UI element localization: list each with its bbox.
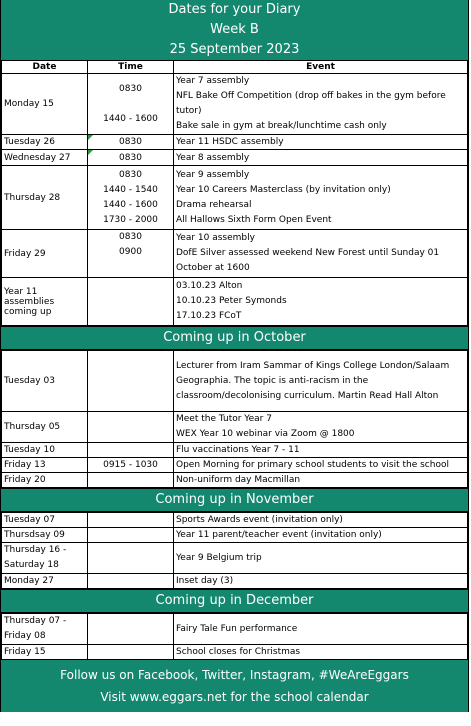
diary-title: Dates for your Diary: [168, 2, 301, 17]
row-time: 0915 - 1030: [88, 458, 174, 473]
row-date: Thursday 07 - Friday 08: [2, 614, 88, 645]
row-time: 0900: [119, 247, 142, 257]
row-date: Tuesday 03: [2, 351, 88, 412]
row-times: [88, 230, 174, 278]
week-label: Week B: [210, 22, 259, 37]
row-times: [88, 166, 174, 230]
table-row: [2, 614, 468, 645]
row-event: 17.10.23 FCoT: [176, 311, 242, 321]
row-date: Thursday 28: [2, 166, 88, 230]
november-table: [1, 512, 468, 589]
row-events: [174, 166, 468, 230]
row-event: DofE Silver assessed weekend New Forest until Sunday 01 October at 1600: [176, 248, 440, 273]
row-event: 10.10.23 Peter Symonds: [176, 296, 287, 306]
row-event: WEX Year 10 webinar via Zoom @ 1800: [176, 429, 355, 439]
row-time: 1440 - 1600: [103, 113, 158, 124]
row-event: Year 9 assembly: [176, 169, 250, 180]
table-row: [2, 150, 468, 166]
row-event: Year 10 Careers Masterclass (by invitation only): [176, 184, 391, 195]
row-events: [174, 74, 468, 135]
website-line: Visit www.eggars.net for the school calendar: [100, 690, 369, 704]
row-date: Monday 15: [2, 74, 88, 135]
column-header-time: Time: [88, 61, 174, 74]
row-time: [88, 443, 174, 458]
week-table: [1, 60, 468, 326]
row-time: 0830: [119, 83, 142, 94]
row-time: [88, 614, 174, 645]
row-date: Thursday 16 - Saturday 18: [2, 543, 88, 574]
table-row: [2, 166, 468, 230]
row-date: Tuesday 26: [2, 135, 88, 150]
row-date: Friday 20: [2, 473, 88, 488]
table-row: [2, 74, 468, 135]
row-date: Monday 27: [2, 574, 88, 589]
row-time: [88, 351, 174, 412]
row-event: Bake sale in gym at break/lunchtime cash only: [176, 121, 387, 131]
row-event: School closes for Christmas: [174, 645, 468, 660]
october-heading: Coming up in October: [1, 326, 468, 350]
table-row: [2, 412, 468, 443]
row-time: [88, 574, 174, 589]
row-event: Year 8 assembly: [174, 150, 468, 166]
row-date: Friday 13: [2, 458, 88, 473]
table-row: [2, 473, 468, 488]
social-media-line: Follow us on Facebook, Twitter, Instagram, #WeAreEggars: [60, 668, 409, 682]
table-row: [2, 528, 468, 543]
table-row: [2, 543, 468, 574]
row-date: Tuesday 07: [2, 513, 88, 528]
row-date: Thursdsay 09: [2, 528, 88, 543]
row-date: Friday 29: [2, 230, 88, 278]
table-row: [2, 513, 468, 528]
row-events: [174, 230, 468, 278]
row-times: [88, 74, 174, 135]
table-row: [2, 443, 468, 458]
row-events: [174, 412, 468, 443]
row-event: Open Morning for primary school students to visit the school: [174, 458, 468, 473]
row-time: [88, 278, 174, 326]
row-event: All Hallows Sixth Form Open Event: [176, 214, 332, 225]
header-banner: [1, 0, 468, 60]
table-row: [2, 574, 468, 589]
row-event: Lecturer from Iram Sammar of Kings College London/Salaam Geographia. The topic is anti-racism in the classroom/decolonising curriculum. Martin Read Hall Alton: [174, 351, 468, 412]
row-time: [88, 528, 174, 543]
row-time: 0830: [119, 232, 142, 242]
october-table: [1, 350, 468, 488]
row-event: Year 11 parent/teacher event (invitation only): [174, 528, 468, 543]
november-heading: Coming up in November: [1, 488, 468, 512]
december-heading: Coming up in December: [1, 589, 468, 613]
row-time: 0830: [88, 135, 174, 150]
row-event: Fairy Tale Fun performance: [174, 614, 468, 645]
row-time: [88, 513, 174, 528]
row-event: Inset day (3): [174, 574, 468, 589]
row-event: NFL Bake Off Competition (drop off bakes in the gym before tutor): [176, 91, 446, 116]
row-event: Year 9 Belgium trip: [174, 543, 468, 574]
row-event: Sports Awards event (invitation only): [174, 513, 468, 528]
row-time: [88, 473, 174, 488]
row-time: 0830: [88, 150, 174, 166]
table-row: [2, 458, 468, 473]
row-date: Friday 15: [2, 645, 88, 660]
row-time: 1440 - 1540: [103, 184, 158, 195]
row-event: Meet the Tutor Year 7: [176, 414, 272, 424]
row-time: [88, 412, 174, 443]
row-date: Year 11 assemblies coming up: [2, 278, 88, 326]
row-event: Flu vaccinations Year 7 - 11: [174, 443, 468, 458]
row-event: Year 10 assembly: [176, 233, 255, 243]
footer-banner: [1, 660, 468, 712]
column-header-event: Event: [174, 61, 468, 74]
row-event: Year 7 assembly: [176, 76, 250, 86]
table-row: [2, 230, 468, 278]
row-date: Thursday 05: [2, 412, 88, 443]
row-date: Tuesday 10: [2, 443, 88, 458]
december-table: [1, 613, 468, 660]
table-row: [2, 278, 468, 326]
row-time: 1730 - 2000: [103, 214, 158, 225]
row-date: Wednesday 27: [2, 150, 88, 166]
row-event: Drama rehearsal: [176, 199, 252, 210]
row-time: 1440 - 1600: [103, 199, 158, 210]
column-header-row: [2, 61, 468, 74]
table-row: [2, 351, 468, 412]
row-event: Non-uniform day Macmillan: [174, 473, 468, 488]
row-time: [88, 543, 174, 574]
table-row: [2, 645, 468, 660]
row-event: Year 11 HSDC assembly: [174, 135, 468, 150]
row-events: [174, 278, 468, 326]
week-date: 25 September 2023: [169, 42, 300, 57]
row-time: 0830: [119, 169, 142, 180]
table-row: [2, 135, 468, 150]
row-time: [88, 645, 174, 660]
column-header-date: Date: [2, 61, 88, 74]
row-event: 03.10.23 Alton: [176, 281, 243, 291]
